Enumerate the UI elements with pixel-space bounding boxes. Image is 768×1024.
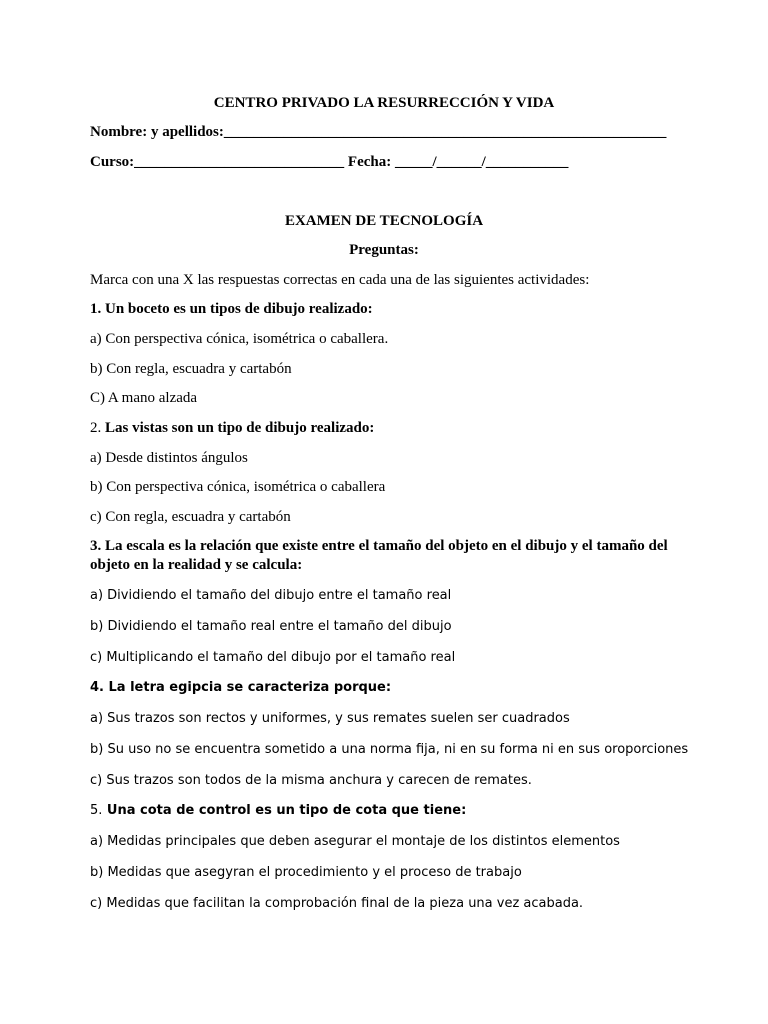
question-number: 4. [90, 680, 104, 695]
exam-title: EXAMEN DE TECNOLOGÍA [284, 213, 484, 229]
question-1-option-a: a) Con perspectiva cónica, isométrica o caballera. [90, 331, 389, 347]
course-label: Curso: [90, 154, 135, 170]
question-number: 3. [90, 538, 102, 554]
question-4-option-a: a) Sus trazos son rectos y uniformes, y sus remates suelen ser cuadrados [90, 711, 570, 726]
question-1-option-b: b) Con regla, escuadra y cartabón [90, 361, 292, 377]
question-4-option-b: b) Su uso no se encuentra sometido a una norma fija, ni en su forma ni en sus oroporciones [90, 742, 689, 757]
question-3-option-c: c) Multiplicando el tamaño del dibujo por el tamaño real [90, 650, 456, 665]
question-text: La escala es la relación que existe entre el tamaño del objeto en el dibujo y el tamaño del objeto en la realidad y se calcula: [90, 538, 668, 573]
question-1 [90, 300, 690, 318]
course-date-line [90, 153, 690, 171]
question-text: La letra egipcia se caracteriza porque: [103, 680, 392, 695]
question-1-option-c: C) A mano alzada [90, 390, 198, 406]
course-blank: ____________________________ [134, 154, 345, 170]
question-5-option-b: b) Medidas que asegyran el procedimiento y el proceso de trabajo [90, 865, 522, 880]
question-3 [90, 537, 682, 575]
school-name: CENTRO PRIVADO LA RESURRECCIÓN Y VIDA [213, 95, 555, 111]
question-4-option-c: c) Sus trazos son todos de la misma anchura y carecen de remates. [90, 773, 532, 788]
exam-instructions: Marca con una X las respuestas correctas en cada una de las siguientes actividades: [90, 272, 590, 288]
question-2-option-c: c) Con regla, escuadra y cartabón [90, 509, 291, 525]
name-field-line: Nombre: y apellidos:___________________________________________________________ [90, 124, 667, 140]
question-number: 2. [90, 420, 102, 436]
question-3-option-a: a) Dividiendo el tamaño del dibujo entre el tamaño real [90, 588, 452, 603]
question-5-option-c: c) Medidas que facilitan la comprobación final de la pieza una vez acabada. [90, 896, 584, 911]
question-2-option-b: b) Con perspectiva cónica, isométrica o caballera [90, 479, 386, 495]
date-label: Fecha: [344, 154, 395, 170]
question-2 [90, 419, 690, 437]
date-blank: _____/______/___________ [395, 154, 569, 170]
question-number: 1. [90, 301, 102, 317]
question-text: Una cota de control es un tipo de cota que tiene: [102, 803, 467, 818]
question-5 [90, 802, 690, 820]
question-2-option-a: a) Desde distintos ángulos [90, 450, 248, 466]
question-3-option-b: b) Dividiendo el tamaño real entre el tamaño del dibujo [90, 619, 452, 634]
question-5-option-a: a) Medidas principales que deben asegurar el montaje de los distintos elementos [90, 834, 620, 849]
question-text: Un boceto es un tipos de dibujo realizado: [101, 301, 373, 317]
question-text: Las vistas son un tipo de dibujo realizado: [101, 420, 375, 436]
exam-subtitle: Preguntas: [349, 242, 419, 258]
question-number: 5. [90, 803, 103, 818]
question-4 [90, 679, 690, 697]
